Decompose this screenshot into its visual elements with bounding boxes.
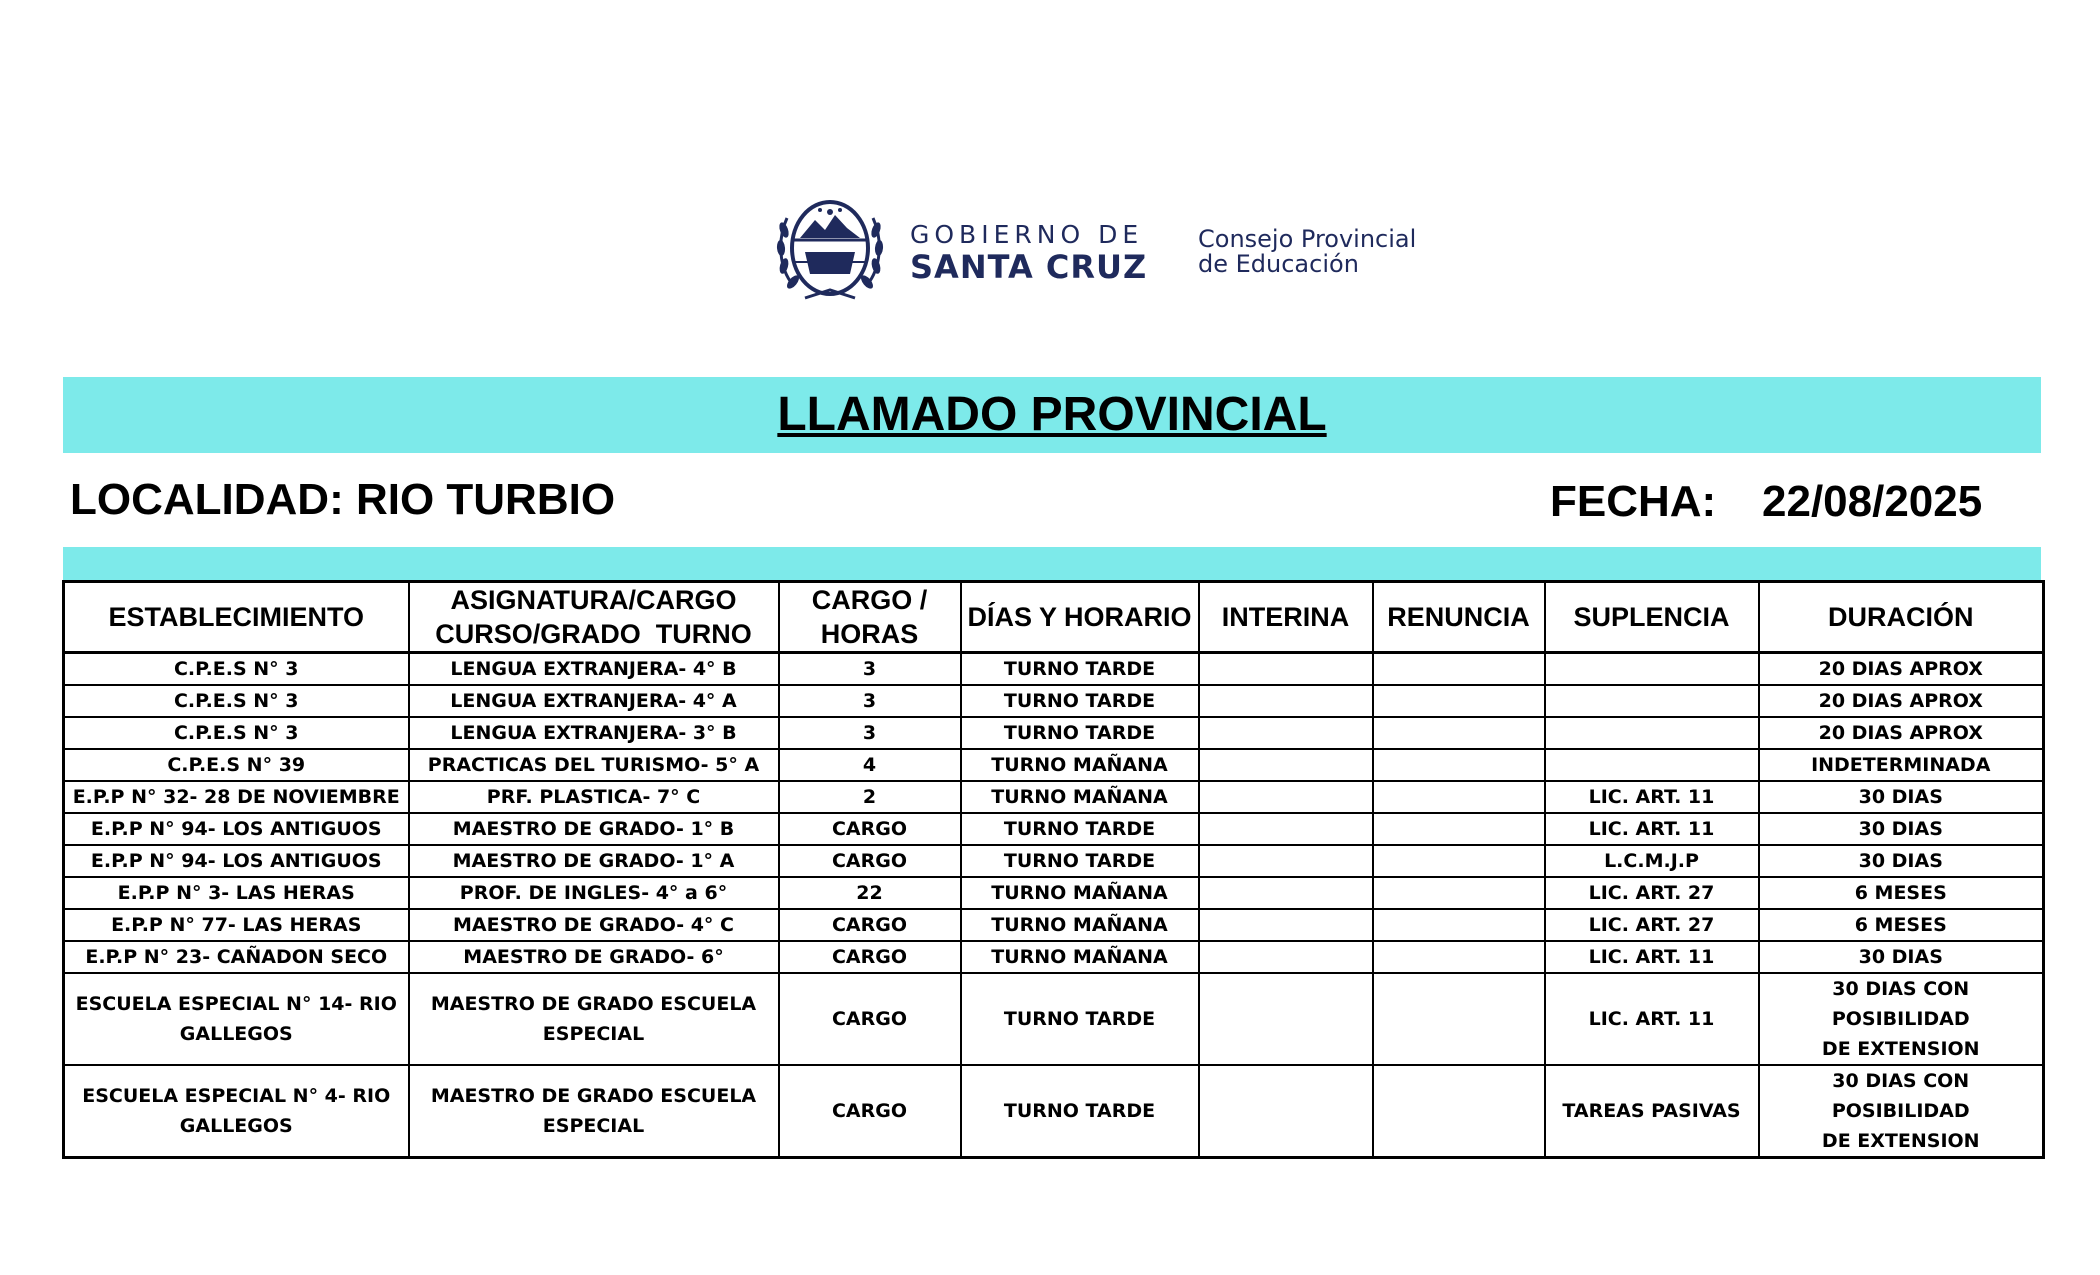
table-row — [64, 973, 2044, 1065]
cell-dias: TURNO TARDE — [961, 653, 1199, 686]
council-line2: de Educación — [1198, 250, 1359, 278]
cell-interina — [1199, 717, 1373, 749]
cell-duracion: 20 DIAS APROX — [1759, 717, 2044, 749]
cell-asignatura: MAESTRO DE GRADO ESCUELA ESPECIAL — [409, 1065, 779, 1158]
gov-line2: SANTA CRUZ — [910, 248, 1148, 286]
cell-renuncia — [1373, 653, 1545, 686]
cell-interina — [1199, 877, 1373, 909]
cell-establecimiento: E.P.P N° 32- 28 DE NOVIEMBRE — [64, 781, 409, 813]
cell-interina — [1199, 653, 1373, 686]
cell-duracion: 30 DIAS — [1759, 941, 2044, 973]
cell-suplencia — [1545, 717, 1759, 749]
cell-dias: TURNO MAÑANA — [961, 749, 1199, 781]
cell-dias: TURNO MAÑANA — [961, 877, 1199, 909]
cell-establecimiento: ESCUELA ESPECIAL N° 4- RIO GALLEGOS — [64, 1065, 409, 1158]
table-row — [64, 717, 2044, 749]
table-row — [64, 749, 2044, 781]
col-duracion: DURACIÓN — [1759, 582, 2044, 653]
cell-duracion: 30 DIAS CON POSIBILIDAD DE EXTENSION — [1759, 973, 2044, 1065]
cell-dias: TURNO TARDE — [961, 845, 1199, 877]
cell-asignatura: MAESTRO DE GRADO ESCUELA ESPECIAL — [409, 973, 779, 1065]
cell-asignatura: LENGUA EXTRANJERA- 4° A — [409, 685, 779, 717]
cell-interina — [1199, 749, 1373, 781]
table-row — [64, 813, 2044, 845]
cell-duracion: 30 DIAS — [1759, 845, 2044, 877]
cell-establecimiento: C.P.E.S N° 39 — [64, 749, 409, 781]
cell-interina — [1199, 941, 1373, 973]
cell-establecimiento: C.P.E.S N° 3 — [64, 653, 409, 686]
cell-asignatura: MAESTRO DE GRADO- 1° B — [409, 813, 779, 845]
cell-renuncia — [1373, 973, 1545, 1065]
cell-asignatura: LENGUA EXTRANJERA- 4° B — [409, 653, 779, 686]
table-header-row — [64, 582, 2044, 653]
cell-establecimiento: E.P.P N° 94- LOS ANTIGUOS — [64, 845, 409, 877]
localidad-label: LOCALIDAD: RIO TURBIO — [70, 475, 616, 524]
cell-establecimiento: C.P.E.S N° 3 — [64, 685, 409, 717]
cell-cargo: 3 — [779, 653, 961, 686]
cell-renuncia — [1373, 685, 1545, 717]
cell-interina — [1199, 685, 1373, 717]
cell-asignatura: PRF. PLASTICA- 7° C — [409, 781, 779, 813]
cell-asignatura: MAESTRO DE GRADO- 1° A — [409, 845, 779, 877]
cell-dias: TURNO MAÑANA — [961, 941, 1199, 973]
cell-duracion: 30 DIAS — [1759, 813, 2044, 845]
cell-cargo: 3 — [779, 685, 961, 717]
cell-asignatura: PROF. DE INGLES- 4° a 6° — [409, 877, 779, 909]
cell-renuncia — [1373, 877, 1545, 909]
cell-cargo: 2 — [779, 781, 961, 813]
cell-duracion: 20 DIAS APROX — [1759, 685, 2044, 717]
cell-dias: TURNO MAÑANA — [961, 909, 1199, 941]
cell-interina — [1199, 909, 1373, 941]
cell-suplencia — [1545, 685, 1759, 717]
separator-band — [63, 547, 2041, 580]
cell-interina — [1199, 1065, 1373, 1158]
table-row — [64, 845, 2044, 877]
col-renuncia: RENUNCIA — [1373, 582, 1545, 653]
cell-duracion: 6 MESES — [1759, 877, 2044, 909]
table-row — [64, 909, 2044, 941]
cell-asignatura: LENGUA EXTRANJERA- 3° B — [409, 717, 779, 749]
cell-suplencia: LIC. ART. 11 — [1545, 813, 1759, 845]
cell-dias: TURNO TARDE — [961, 717, 1199, 749]
cell-establecimiento: ESCUELA ESPECIAL N° 14- RIO GALLEGOS — [64, 973, 409, 1065]
col-asignatura: ASIGNATURA/CARGO CURSO/GRADO TURNO — [409, 582, 779, 653]
cell-renuncia — [1373, 749, 1545, 781]
cell-cargo: CARGO — [779, 941, 961, 973]
col-suplencia: SUPLENCIA — [1545, 582, 1759, 653]
cell-duracion: 30 DIAS CON POSIBILIDAD DE EXTENSION — [1759, 1065, 2044, 1158]
cell-suplencia: TAREAS PASIVAS — [1545, 1065, 1759, 1158]
cell-suplencia: LIC. ART. 27 — [1545, 909, 1759, 941]
cell-duracion: 30 DIAS — [1759, 781, 2044, 813]
col-dias-horario: DÍAS Y HORARIO — [961, 582, 1199, 653]
cell-asignatura: MAESTRO DE GRADO- 4° C — [409, 909, 779, 941]
cell-suplencia — [1545, 653, 1759, 686]
page-title: LLAMADO PROVINCIAL — [777, 388, 1327, 441]
cell-cargo: CARGO — [779, 1065, 961, 1158]
cell-renuncia — [1373, 941, 1545, 973]
cell-dias: TURNO TARDE — [961, 685, 1199, 717]
fecha-value: 22/08/2025 — [1762, 477, 1983, 526]
cell-duracion: 20 DIAS APROX — [1759, 653, 2044, 686]
col-establecimiento: ESTABLECIMIENTO — [64, 582, 409, 653]
cell-duracion: 6 MESES — [1759, 909, 2044, 941]
table-row — [64, 1065, 2044, 1158]
cell-interina — [1199, 973, 1373, 1065]
cell-dias: TURNO TARDE — [961, 813, 1199, 845]
cell-suplencia — [1545, 749, 1759, 781]
col-cargo-horas: CARGO / HORAS — [779, 582, 961, 653]
cell-asignatura: MAESTRO DE GRADO- 6° — [409, 941, 779, 973]
cell-renuncia — [1373, 845, 1545, 877]
fecha-label: FECHA: — [1550, 477, 1717, 526]
cell-dias: TURNO TARDE — [961, 973, 1199, 1065]
table-row — [64, 685, 2044, 717]
cell-cargo: CARGO — [779, 813, 961, 845]
cell-renuncia — [1373, 1065, 1545, 1158]
cell-cargo: 4 — [779, 749, 961, 781]
cell-renuncia — [1373, 909, 1545, 941]
vacancies-table — [62, 580, 2045, 1159]
table-row — [64, 877, 2044, 909]
cell-dias: TURNO MAÑANA — [961, 781, 1199, 813]
cell-cargo: CARGO — [779, 973, 961, 1065]
cell-cargo: CARGO — [779, 845, 961, 877]
cell-renuncia — [1373, 717, 1545, 749]
gov-line1: GOBIERNO DE — [910, 220, 1144, 249]
cell-establecimiento: C.P.E.S N° 3 — [64, 717, 409, 749]
table-row — [64, 781, 2044, 813]
col-interina: INTERINA — [1199, 582, 1373, 653]
cell-suplencia: LIC. ART. 11 — [1545, 781, 1759, 813]
table-row — [64, 941, 2044, 973]
cell-interina — [1199, 845, 1373, 877]
cell-suplencia: L.C.M.J.P — [1545, 845, 1759, 877]
cell-interina — [1199, 781, 1373, 813]
cell-duracion: INDETERMINADA — [1759, 749, 2044, 781]
cell-cargo: 22 — [779, 877, 961, 909]
cell-interina — [1199, 813, 1373, 845]
cell-asignatura: PRACTICAS DEL TURISMO- 5° A — [409, 749, 779, 781]
cell-renuncia — [1373, 781, 1545, 813]
cell-suplencia: LIC. ART. 27 — [1545, 877, 1759, 909]
cell-renuncia — [1373, 813, 1545, 845]
santa-cruz-seal-icon — [775, 190, 885, 310]
cell-cargo: CARGO — [779, 909, 961, 941]
cell-cargo: 3 — [779, 717, 961, 749]
cell-suplencia: LIC. ART. 11 — [1545, 941, 1759, 973]
council-line1: Consejo Provincial — [1198, 225, 1417, 253]
cell-establecimiento: E.P.P N° 94- LOS ANTIGUOS — [64, 813, 409, 845]
header-logo — [775, 190, 1455, 315]
cell-establecimiento: E.P.P N° 23- CAÑADON SECO — [64, 941, 409, 973]
cell-suplencia: LIC. ART. 11 — [1545, 973, 1759, 1065]
table-row — [64, 653, 2044, 686]
cell-establecimiento: E.P.P N° 77- LAS HERAS — [64, 909, 409, 941]
cell-dias: TURNO TARDE — [961, 1065, 1199, 1158]
cell-establecimiento: E.P.P N° 3- LAS HERAS — [64, 877, 409, 909]
